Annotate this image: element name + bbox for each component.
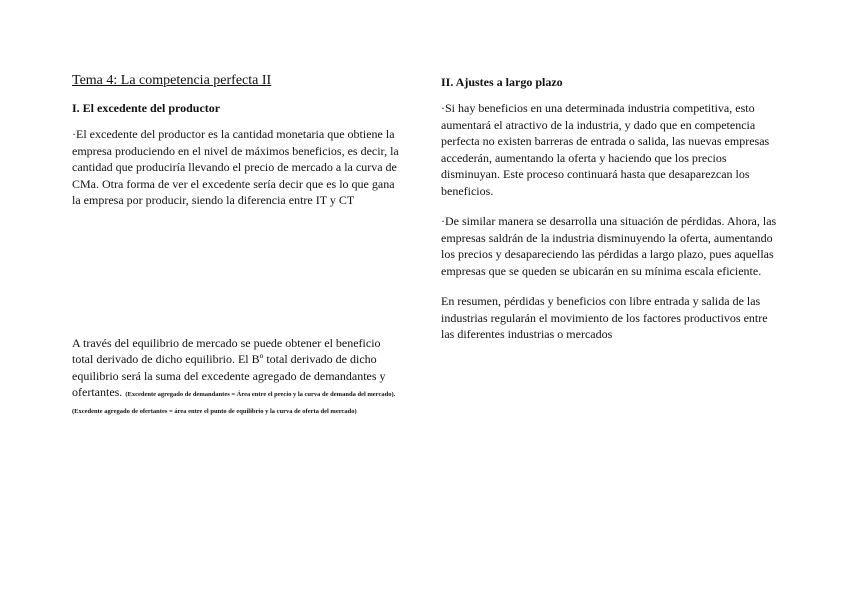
section-heading-producer-surplus: I. El excedente del productor	[72, 101, 221, 115]
summary-paragraph: En resumen, pérdidas y beneficios con libre entrada y salida de las industrias regularán el movimiento de los factores productivos entre las diferentes industrias o mercados	[441, 294, 768, 341]
left-column	[72, 70, 404, 431]
blank-space	[72, 223, 404, 335]
profits-paragraph: ·Si hay beneficios en una determinada industria competitiva, esto aumentará el atractivo de la industria, y dado que en competencia perfecta no existen barreras de entrada o salida, las nuevas empresas accederán, aumentando la oferta y haciendo que los precios disminuyan. Este proceso continuará hasta que desaparezcan los beneficios.	[441, 101, 770, 198]
market-equilibrium-paragraph	[72, 335, 404, 418]
market-equilibrium-text: A través del equilibrio de mercado se puede obtener el beneficio total derivado de dicho equilibrio. El Bº total derivado de dicho equilibrio será la suma del excedente agregado de demandantes y ofertantes.	[72, 335, 386, 399]
section-heading-long-run-adjustments: II. Ajustes a largo plazo	[441, 75, 563, 89]
page-title: Tema 4: La competencia perfecta II	[72, 73, 272, 88]
right-column	[441, 70, 781, 357]
producer-surplus-paragraph: ·El excedente del productor es la cantidad monetaria que obtiene la empresa produciendo en el nivel de máximos beneficios, es decir, la cantidad que produciría llevando el precio de mercado a la curva de CMa. Otra forma de ver el excedente sería decir que es lo que gana la empresa por producir, siendo la diferencia entre IT y CT	[72, 127, 399, 207]
losses-paragraph: ·De similar manera se desarrolla una situación de pérdidas. Ahora, las empresas saldrán de la industria disminuyendo la oferta, aumentando los precios y desapareciendo las pérdidas a largo plazo, pues aquellas empresas que se queden se ubicarán en su mínima escala eficiente.	[441, 214, 777, 278]
surplus-definition-note: (Excedente agregado de demandantes = Área entre el precio y la curva de demanda del mercado). (Excedente agregado de ofertantes = área entre el punto de equilibrio y la curva de oferta del mercado)	[72, 391, 396, 415]
